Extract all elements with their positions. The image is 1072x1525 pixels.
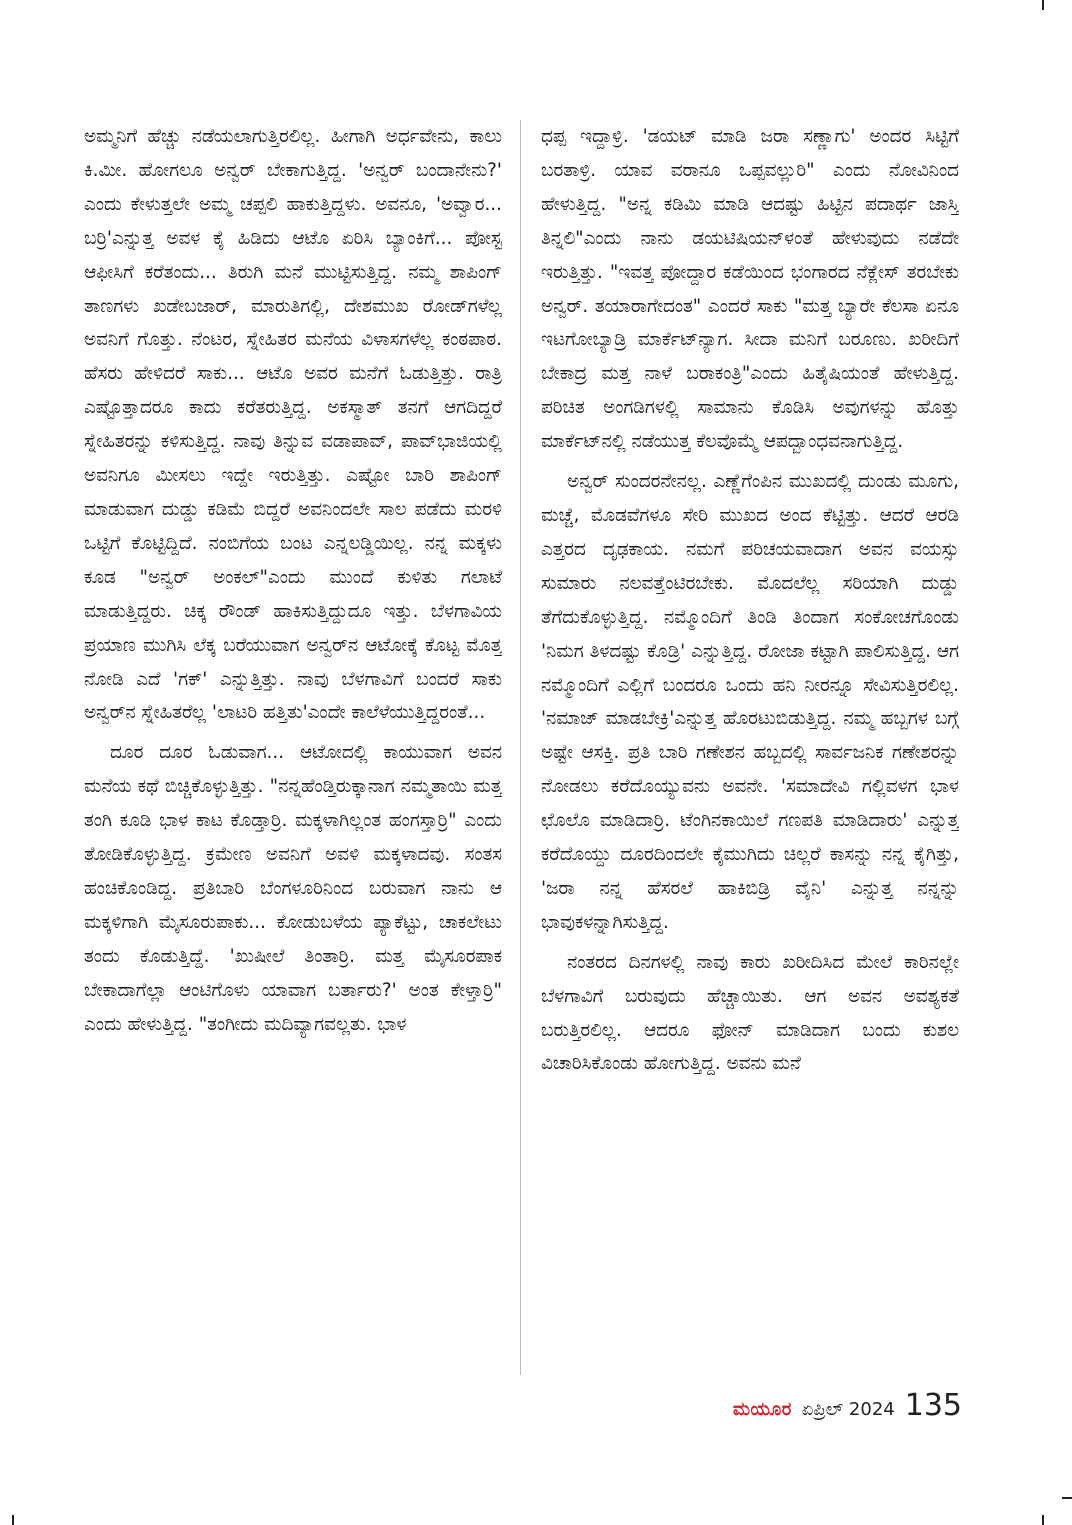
crop-mark-bottom-right: [1042, 1515, 1044, 1525]
column-divider: [520, 120, 521, 1375]
issue-date: ಏಪ್ರಿಲ್ 2024: [801, 1399, 895, 1420]
page-number: 135: [904, 1388, 962, 1423]
magazine-logo: ಮಯೂರ: [732, 1399, 792, 1420]
paragraph: ಅಮ್ಮನಿಗೆ ಹೆಚ್ಚು ನಡೆಯಲಾಗುತ್ತಿರಲಿಲ್ಲ. ಹೀಗಾಗಿ ಅರ್ಧವೇನು, ಕಾಲು ಕಿ.ಮೀ. ಹೋಗಲೂ ಅನ್ವರ್ ಬೇಕಾಗುತ್ತಿದ್ದ. 'ಅನ್ವರ್ ಬಂದಾನೇನು?' ಎಂದು ಕೇಳುತ್ತಲೇ ಅಮ್ಮ ಚಪ್ಪಲಿ ಹಾಕುತ್ತಿದ್ದಳು. ಅವನೂ, 'ಅವ್ವಾರ... ಬರ್ರಿ'ಎನ್ನುತ್ತ ಅವಳ ಕೈ ಹಿಡಿದು ಆಟೊ ಏರಿಸಿ ಬ್ಯಾಂಕಿಗೆ... ಪೋಸ್ಟ ಆಫೀಸಿಗೆ ಕರೆತಂದು... ತಿರುಗಿ ಮನೆ ಮುಟ್ಟಿಸುತ್ತಿದ್ದ. ನಮ್ಮ ಶಾಪಿಂಗ್ ತಾಣಗಳು ಖಡೇಬಜಾರ್, ಮಾರುತಿಗಲ್ಲಿ, ದೇಶಮುಖ ರೋಡ್‌ಗಳೆಲ್ಲ ಅವನಿಗೆ ಗೊತ್ತು. ನೆಂಟರ, ಸ್ನೇಹಿತರ ಮನೆಯ ವಿಳಾಸಗಳೆಲ್ಲ ಕಂಠಪಾಠ. ಹೆಸರು ಹೇಳಿದರೆ ಸಾಕು... ಆಟೊ ಅವರ ಮನೆಗೆ ಓಡುತ್ತಿತ್ತು. ರಾತ್ರಿ ಎಷ್ಟೊತ್ತಾದರೂ ಕಾದು ಕರೆತರುತ್ತಿದ್ದ. ಅಕಸ್ಮಾತ್ ತನಗೆ ಆಗದಿದ್ದರೆ ಸ್ನೇಹಿತರನ್ನು ಕಳಿಸುತ್ತಿದ್ದ. ನಾವು ತಿನ್ನುವ ವಡಾಪಾವ್, ಪಾವ್‌ಭಾಜಿಯಲ್ಲಿ ಅವನಿಗೂ ಮೀಸಲು ಇದ್ದೇ ಇರುತ್ತಿತ್ತು. ಎಷ್ಟೋ ಬಾರಿ ಶಾಪಿಂಗ್ ಮಾಡುವಾಗ ದುಡ್ಡು ಕಡಿಮೆ ಬಿದ್ದರೆ ಅವನಿಂದಲೇ ಸಾಲ ಪಡೆದು ಮರಳಿ ಒಟ್ಟಿಗೆ ಕೊಟ್ಟಿದ್ದಿದೆ. ನಂಬಿಗೆಯ ಬಂಟ ಎನ್ನಲಡ್ಡಿಯಿಲ್ಲ. ನನ್ನ ಮಕ್ಕಳು ಕೂಡ "ಅನ್ವರ್ ಅಂಕಲ್"ಎಂದು ಮುಂದೆ ಕುಳಿತು ಗಲಾಟೆ ಮಾಡುತ್ತಿದ್ದರು. ಚಿಕ್ಕ ರೌಂಡ್ ಹಾಕಿಸುತ್ತಿದ್ದುದೂ ಇತ್ತು. ಬೆಳಗಾವಿಯ ಪ್ರಯಾಣ ಮುಗಿಸಿ ಲೆಕ್ಕ ಬರೆಯುವಾಗ ಅನ್ವರ್‌ನ ಆಟೋಕ್ಕೆ ಕೊಟ್ಟ ಮೊತ್ತ ನೋಡಿ ಎದೆ 'ಗಕ್' ಎನ್ನುತ್ತಿತ್ತು. ನಾವು ಬೆಳಗಾವಿಗೆ ಬಂದರೆ ಸಾಕು ಅನ್ವರ್‌ನ ಸ್ನೇಹಿತರೆಲ್ಲ 'ಲಾಟರಿ ಹತ್ತಿತು'ಎಂದೇ ಕಾಲೆಳೆಯುತ್ತಿದ್ದರಂತೆ...: [84, 126, 502, 724]
crop-mark-top-right: [1042, 0, 1044, 10]
crop-mark-bottom-left: [12, 1515, 14, 1525]
article-body: [84, 120, 966, 1380]
page-footer: [733, 1388, 962, 1428]
crop-mark-right-middle: [1062, 1497, 1072, 1499]
left-column: [84, 120, 502, 1375]
paragraph: ದೂರ ದೂರ ಓಡುವಾಗ... ಆಟೋದಲ್ಲಿ ಕಾಯುವಾಗ ಅವನ ಮನೆಯ ಕಥೆ ಬಿಚ್ಚಿಕೊಳ್ಳುತ್ತಿತ್ತು. "ನನ್ನಹೆಂಡ್ತಿರುಕ್ಕಾನಾಗ ನಮ್ಮತಾಯಿ ಮತ್ತ ತಂಗಿ ಕೂಡಿ ಭಾಳ ಕಾಟ ಕೊಡ್ತಾರ್ರಿ. ಮಕ್ಕಳಾಗಿಲ್ಲಂತ ಹಂಗಸ್ತಾರ್ರಿ" ಎಂದು ತೋಡಿಕೊಳ್ಳುತ್ತಿದ್ದ. ಕ್ರಮೇಣ ಅವನಿಗೆ ಅವಳಿ ಮಕ್ಕಳಾದವು. ಸಂತಸ ಹಂಚಿಕೊಂಡಿದ್ದ. ಪ್ರತಿಬಾರಿ ಬೆಂಗಳೂರಿನಿಂದ ಬರುವಾಗ ನಾನು ಆ ಮಕ್ಕಳಿಗಾಗಿ ಮೈಸೂರುಪಾಕು... ಕೋಡುಬಳೆಯ ಪ್ಯಾಕೆಟ್ಟು, ಚಾಕಲೇಟು ತಂದು ಕೊಡುತ್ತಿದ್ದೆ. 'ಖುಷೀಲೆ ತಿಂತಾರ್ರಿ. ಮತ್ತ ಮೈಸೂರಪಾಕ ಬೇಕಾದಾಗೆಲ್ಲಾ ಆಂಟಿಗೊಳು ಯಾವಾಗ ಬರ್ತಾರು?' ಅಂತ ಕೇಳ್ತಾರ್ರಿ" ಎಂದು ಹೇಳುತ್ತಿದ್ದ. "ತಂಗೀದು ಮದಿವ್ಯಾಗವಲ್ಲತು. ಭಾಳ: [84, 742, 502, 1035]
paragraph: ನಂತರದ ದಿನಗಳಲ್ಲಿ ನಾವು ಕಾರು ಖರೀದಿಸಿದ ಮೇಲೆ ಕಾರಿನಲ್ಲೇ ಬೆಳಗಾವಿಗೆ ಬರುವುದು ಹೆಚ್ಚಾಯಿತು. ಆಗ ಅವನ ಅವಶ್ಯಕತೆ ಬರುತ್ತಿರಲಿಲ್ಲ. ಆದರೂ ಫೋನ್ ಮಾಡಿದಾಗ ಬಂದು ಕುಶಲ ವಿಚಾರಿಸಿಕೊಂಡು ಹೋಗುತ್ತಿದ್ದ. ಅವನು ಮನೆ: [541, 951, 959, 1075]
paragraph: ಅನ್ವರ್ ಸುಂದರನೇನಲ್ಲ. ಎಣ್ಣೆಗೆಂಪಿನ ಮುಖದಲ್ಲಿ ದುಂಡು ಮೂಗು, ಮಚ್ಚೆ, ಮೊಡವೆಗಳೂ ಸೇರಿ ಮುಖದ ಅಂದ ಕೆಟ್ಟಿತ್ತು. ಆದರೆ ಆರಡಿ ಎತ್ತರದ ದೃಢಕಾಯ. ನಮಗೆ ಪರಿಚಯವಾದಾಗ ಅವನ ವಯಸ್ಸು ಸುಮಾರು ನಲವತ್ತೆಂಟಿರಬೇಕು. ಮೊದಲೆಲ್ಲ ಸರಿಯಾಗಿ ದುಡ್ಡು ತೆಗೆದುಕೊಳ್ಳುತ್ತಿದ್ದ. ನಮ್ಮೊಂದಿಗೆ ತಿಂಡಿ ತಿಂದಾಗ ಸಂಕೋಚಗೊಂಡು 'ನಿಮಗ ತಿಳದಷ್ಟು ಕೊಡ್ರಿ' ಎನ್ನುತ್ತಿದ್ದ. ರೋಜಾ ಕಟ್ಟಾಗಿ ಪಾಲಿಸುತ್ತಿದ್ದ. ಆಗ ನಮ್ಮೊಂದಿಗೆ ಎಲ್ಲಿಗೆ ಬಂದರೂ ಒಂದು ಹನಿ ನೀರನ್ನೂ ಸೇವಿಸುತ್ತಿರಲಿಲ್ಲ. 'ನಮಾಜ್ ಮಾಡಬೇಕ್ರಿ'ಎನ್ನುತ್ತ ಹೊರಟುಬಿಡುತ್ತಿದ್ದ. ನಮ್ಮ ಹಬ್ಬಗಳ ಬಗ್ಗೆ ಅಷ್ಟೇ ಆಸಕ್ತಿ. ಪ್ರತಿ ಬಾರಿ ಗಣೇಶನ ಹಬ್ಬದಲ್ಲಿ ಸಾರ್ವಜನಿಕ ಗಣೇಶರನ್ನು ನೋಡಲು ಕರೆದೊಯ್ಯುವನು ಅವನೇ. 'ಸಮಾದೇವಿ ಗಲ್ಲಿವಳಗ ಭಾಳ ಛೊಲೊ ಮಾಡಿದಾರ್ರಿ. ಟೆಂಗಿನಕಾಯಿಲೆ ಗಣಪತಿ ಮಾಡಿದಾರು' ಎನ್ನುತ್ತ ಕರೆದೊಯ್ದು ದೂರದಿಂದಲೇ ಕೈಮುಗಿದು ಚಿಲ್ಲರೆ ಕಾಸನ್ನು ನನ್ನ ಕೈಗಿತ್ತು, 'ಜರಾ ನನ್ನ ಹೆಸರಲೆ ಹಾಕಿಬಿಡ್ರಿ ವೈನಿ' ಎನ್ನುತ್ತ ನನ್ನನ್ನು ಭಾವುಕಳನ್ನಾಗಿಸುತ್ತಿದ್ದ.: [541, 471, 959, 933]
paragraph: ಧಪ್ಪ ಇದ್ದಾಳ್ರಿ. 'ಡಯಟ್ ಮಾಡಿ ಜರಾ ಸಣ್ಣಾಗು' ಅಂದರ ಸಿಟ್ಟಿಗೆ ಬರತಾಳ್ರಿ. ಯಾವ ವರಾನೂ ಒಪ್ಪವಲ್ಲುರಿ" ಎಂದು ನೋವಿನಿಂದ ಹೇಳುತ್ತಿದ್ದ. "ಅನ್ನ ಕಡಿಮಿ ಮಾಡಿ ಆದಷ್ಟು ಹಿಟ್ಟಿನ ಪದಾರ್ಥ ಜಾಸ್ತಿ ತಿನ್ನಲಿ"ಎಂದು ನಾನು ಡಯಟಿಷಿಯನ್‌ಳಂತೆ ಹೇಳುವುದು ನಡೆದೇ ಇರುತ್ತಿತ್ತು. "ಇವತ್ತ ಪೋದ್ದಾರ ಕಡೆಯಿಂದ ಭಂಗಾರದ ನೆಕ್ಲೇಸ್ ತರಬೇಕು ಅನ್ವರ್. ತಯಾರಾಗೇದಂತ" ಎಂದರೆ ಸಾಕು "ಮತ್ತ ಬ್ಯಾರೇ ಕೆಲಸಾ ಏನೂ ಇಟಗೋಬ್ಯಾಡ್ರಿ ಮಾರ್ಕೆಟ್‌ನ್ಯಾಗ. ಸೀದಾ ಮನಿಗೆ ಬರೂಣು. ಖರೀದಿಗೆ ಬೇಕಾದ್ರ ಮತ್ತ ನಾಳೆ ಬರಾಕಂತ್ರಿ"ಎಂದು ಹಿತೈಷಿಯಂತೆ ಹೇಳುತ್ತಿದ್ದ. ಪರಿಚಿತ ಅಂಗಡಿಗಳಲ್ಲಿ ಸಾಮಾನು ಕೊಡಿಸಿ ಅವುಗಳನ್ನು ಹೊತ್ತು ಮಾರ್ಕೆಟ್‌ನಲ್ಲಿ ನಡೆಯುತ್ತ ಕೆಲವೊಮ್ಮೆ ಆಪದ್ಬಾಂಧವನಾಗುತ್ತಿದ್ದ.: [541, 126, 959, 453]
right-column: [541, 120, 959, 1375]
